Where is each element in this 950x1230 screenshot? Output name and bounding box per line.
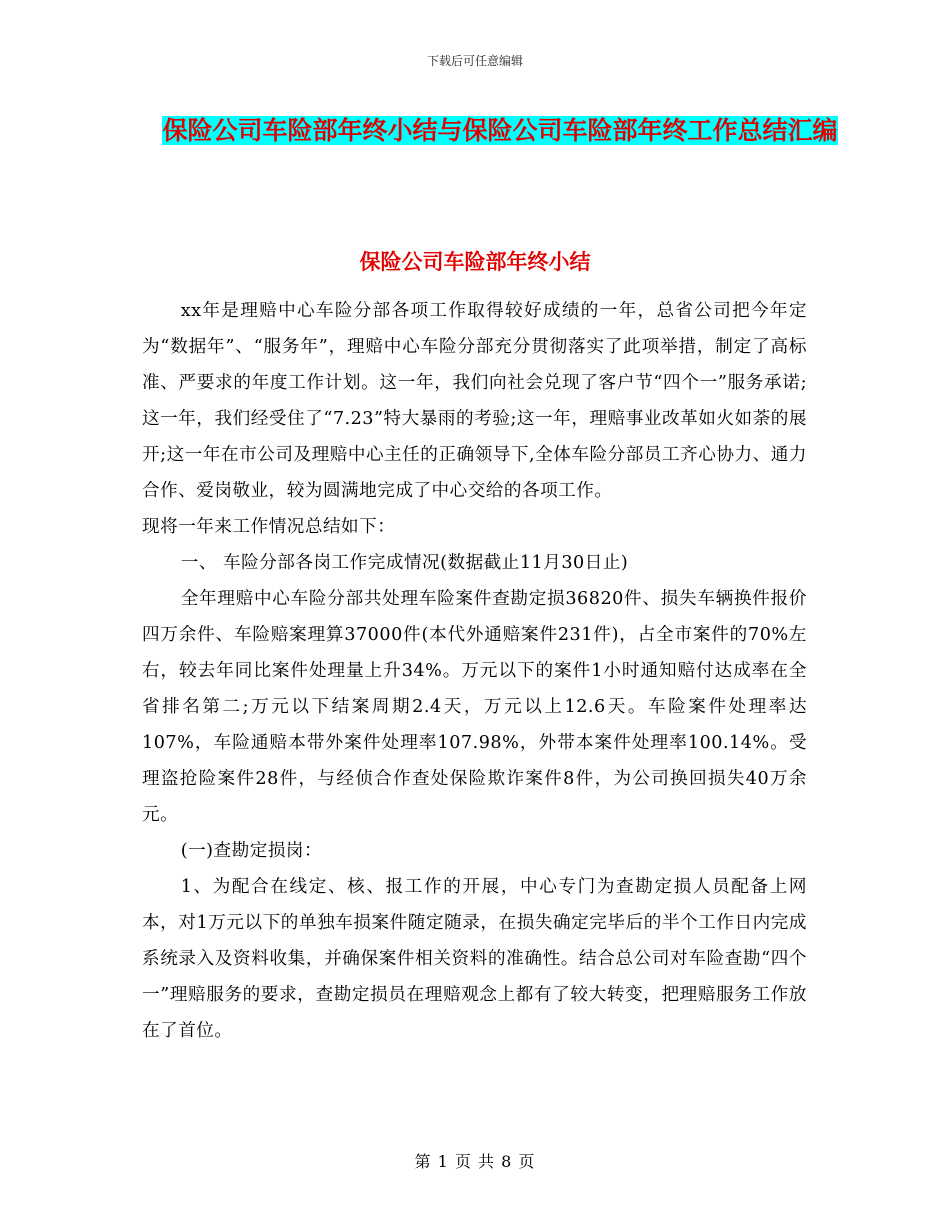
- heading-section-one: 一、 车险分部各岗工作完成情况(数据截止11月30日止): [180, 553, 629, 573]
- document-title: [140, 108, 860, 153]
- heading-survey-post: (一)查勘定损岗：: [180, 841, 323, 861]
- paragraph-survey-item-1: 1、为配合在线定、核、报工作的开展，中心专门为查勘定损人员配备上网本，对1万元以下的单独车损案件随定随录，在损失确定完毕后的半个工作日内完成系统录入及资料收集，并确保案件相关资料的准确性。结合总公司对车险查勘“四个一”理赔服务的要求，查勘定损员在理赔观念上都有了较大转变，把理赔服务工作放在了首位。: [142, 877, 807, 1041]
- document-title-text: 保险公司车险部年终小结与保险公司车险部年终工作总结汇编: [162, 116, 838, 145]
- document-body: [142, 293, 807, 1049]
- paragraph-summary-lead: 现将一年来工作情况总结如下：: [142, 517, 396, 537]
- page-header-note: 下载后可任意编辑: [426, 54, 523, 68]
- section-title: 保险公司车险部年终小结: [359, 250, 591, 274]
- page-number: 第 1 页 共 8 页: [414, 1152, 536, 1171]
- paragraph-intro: xx年是理赔中心车险分部各项工作取得较好成绩的一年，总省公司把今年定为“数据年”、“服务年”，理赔中心车险分部充分贯彻落实了此项举措，制定了高标准、严要求的年度工作计划。这一年，我们向社会兑现了客户节“四个一”服务承诺;这一年，我们经受住了“7.23”特大暴雨的考验;这一年，理赔事业改革如火如荼的展开;这一年在市公司及理赔中心主任的正确领导下,全体车险分部员工齐心协力、通力合作、爱岗敬业，较为圆满地完成了中心交给的各项工作。: [142, 301, 807, 501]
- paragraph-statistics: 全年理赔中心车险分部共处理车险案件查勘定损36820件、损失车辆换件报价四万余件、车险赔案理算37000件(本代外通赔案件231件)，占全市案件的70%左右，较去年同比案件处理量上升34%。万元以下的案件1小时通知赔付达成率在全省排名第二;万元以下结案周期2.4天，万元以上12.6天。车险案件处理率达107%，车险通赔本带外案件处理率107.98%，外带本案件处理率100.14%。受理盗抢险案件28件，与经侦合作查处保险欺诈案件8件，为公司换回损失40万余元。: [142, 589, 807, 825]
